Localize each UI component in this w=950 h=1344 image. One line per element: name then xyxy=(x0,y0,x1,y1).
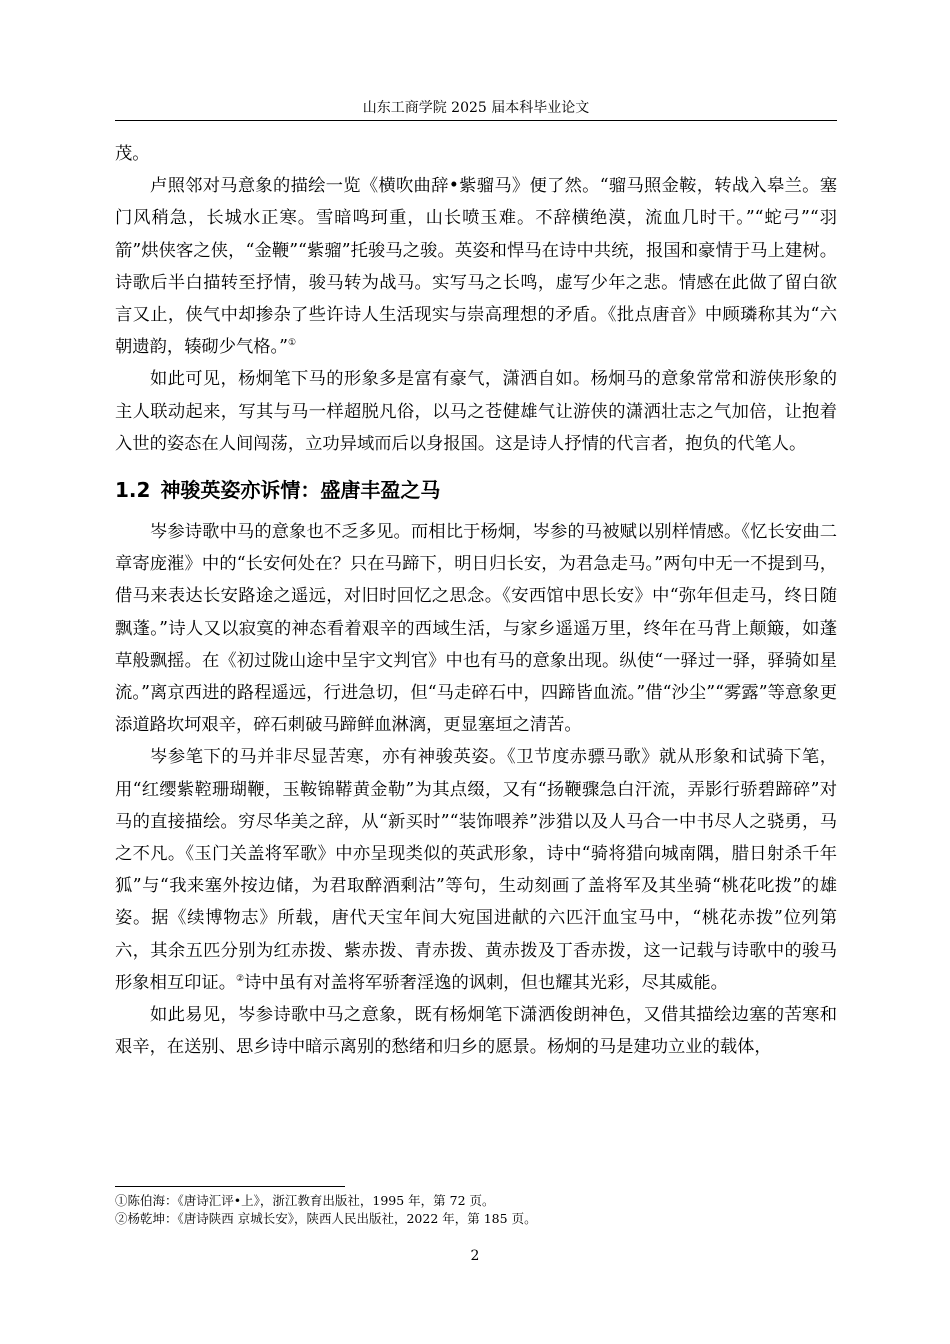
section-heading xyxy=(115,474,837,506)
footnote-marker: ① xyxy=(288,338,297,349)
footnotes xyxy=(115,1192,837,1228)
paragraph-cen-shen-summary xyxy=(115,999,837,1063)
paragraph-text: 卢照邻对马意象的描绘一览《横吹曲辞•紫骝马》便了然。“骝马照金鞍，转战入皋兰。塞门风稍急，长城水正寒。雪暗鸣珂重，山长喷玉难。不辞横绝漠，流血几时干。”“蛇弓”“羽箭”烘侠客之侠，“金鞭”“紫骝”托骏马之骏。英姿和悍马在诗中共统，报国和豪情于马上建树。诗歌后半白描转至抒情，骏马转为战马。实写马之长鸣，虚写少年之悲。情感在此做了留白欲言又止，侠气中却掺杂了些许诗人生活现实与崇高理想的矛盾。《批点唐音》中顾璘称其为“六朝遗韵，辏砌少气格。” xyxy=(115,176,837,358)
paragraph-text: 岑参诗歌中马的意象也不乏多见。而相比于杨炯，岑参的马被赋以别样情感。《忆长安曲二章寄庞漼》中的“长安何处在？只在马蹄下，明日归长安，为君急走马。”两句中无一不提到马，借马来表达长安路途之遥远，对旧时回忆之思念。《安西馆中思长安》中“弥年但走马，终日随飘蓬。”诗人又以寂寞的神态看着艰辛的西域生活，与家乡遥遥万里，终年在马背上颠簸，如蓬草般飘摇。在《初过陇山途中呈宇文判官》中也有马的意象出现。纵使“一驿过一驿，驿骑如星流。”离京西进的路程遥远，行进急切，但“马走碎石中，四蹄皆血流。”借“沙尘”“雾露”等意象更添道路坎坷艰辛，碎石刺破马蹄鲜血淋漓，更显塞垣之清苦。 xyxy=(115,522,837,736)
footnote-rule xyxy=(115,1186,345,1187)
paragraph-text: 诗中虽有对盖将军骄奢淫逸的讽刺，但也耀其光彩，尽其威能。 xyxy=(244,972,728,993)
page-number: 2 xyxy=(470,1248,480,1264)
section-number: 1.2 xyxy=(115,478,151,503)
header-rule xyxy=(115,120,837,121)
paragraph-yang-jiong-summary xyxy=(115,363,837,460)
paragraph-cen-shen-steed xyxy=(115,741,837,999)
paragraph-lu-zhaolin xyxy=(115,170,837,363)
footnote-2: ②杨乾坤：《唐诗陕西 京城长安》，陕西人民出版社，2022 年，第 185 页。 xyxy=(115,1211,537,1226)
running-header: 山东工商学院 2025 届本科毕业论文 xyxy=(362,100,590,116)
paragraph-text: 茂。 xyxy=(115,144,150,164)
paragraph-cen-shen-intro xyxy=(115,516,837,741)
paragraph-text: 如此可见，杨炯笔下马的形象多是富有豪气，潇洒自如。杨炯马的意象常常和游侠形象的主人联动起来，写其与马一样超脱凡俗，以马之苍健雄气让游侠的潇洒壮志之气加倍，让抱着入世的姿态在人间闯荡，立功异域而后以身报国。这是诗人抒情的代言者，抱负的代笔人。 xyxy=(115,369,837,454)
paragraph-continuation xyxy=(115,138,837,170)
paragraph-text: 如此易见，岑参诗歌中马之意象，既有杨炯笔下潇洒俊朗神色，又借其描绘边塞的苦寒和艰辛，在送别、思乡诗中暗示离别的愁绪和归乡的愿景。杨炯的马是建功立业的载体， xyxy=(115,1005,837,1058)
footnote-1: ①陈伯海：《唐诗汇评•上》，浙江教育出版社，1995 年，第 72 页。 xyxy=(115,1193,495,1208)
footnote-marker: ② xyxy=(235,974,245,985)
section-title: 神骏英姿亦诉情：盛唐丰盈之马 xyxy=(160,478,441,503)
paragraph-text: 岑参笔下的马并非尽显苦寒，亦有神骏英姿。《卫节度赤骠马歌》就从形象和试骑下笔，用“红缨紫鞚珊瑚鞭，玉鞍锦鞯黄金勒”为其点缀，又有“扬鞭骤急白汗流，弄影行骄碧蹄碎”对马的直接描绘。穷尽华美之辞，从“新买时”“装饰喂养”涉猎以及人马合一中书尽人之骁勇，马之不凡。《玉门关盖将军歌》中亦呈现类似的英武形象，诗中“骑将猎向城南隅，腊日射杀千年狐”与“我来塞外按边储，为君取醉酒剩沽”等句，生动刻画了盖将军及其坐骑“桃花叱拨”的雄姿。据《续博物志》所载，唐代天宝年间大宛国进献的六匹汗血宝马中，“桃花赤拨”位列第六，其余五匹分别为红赤拨、紫赤拨、青赤拨、黄赤拨及丁香赤拨，这一记载与诗歌中的骏马形象相互印证。 xyxy=(115,747,837,993)
main-text xyxy=(115,138,837,1063)
